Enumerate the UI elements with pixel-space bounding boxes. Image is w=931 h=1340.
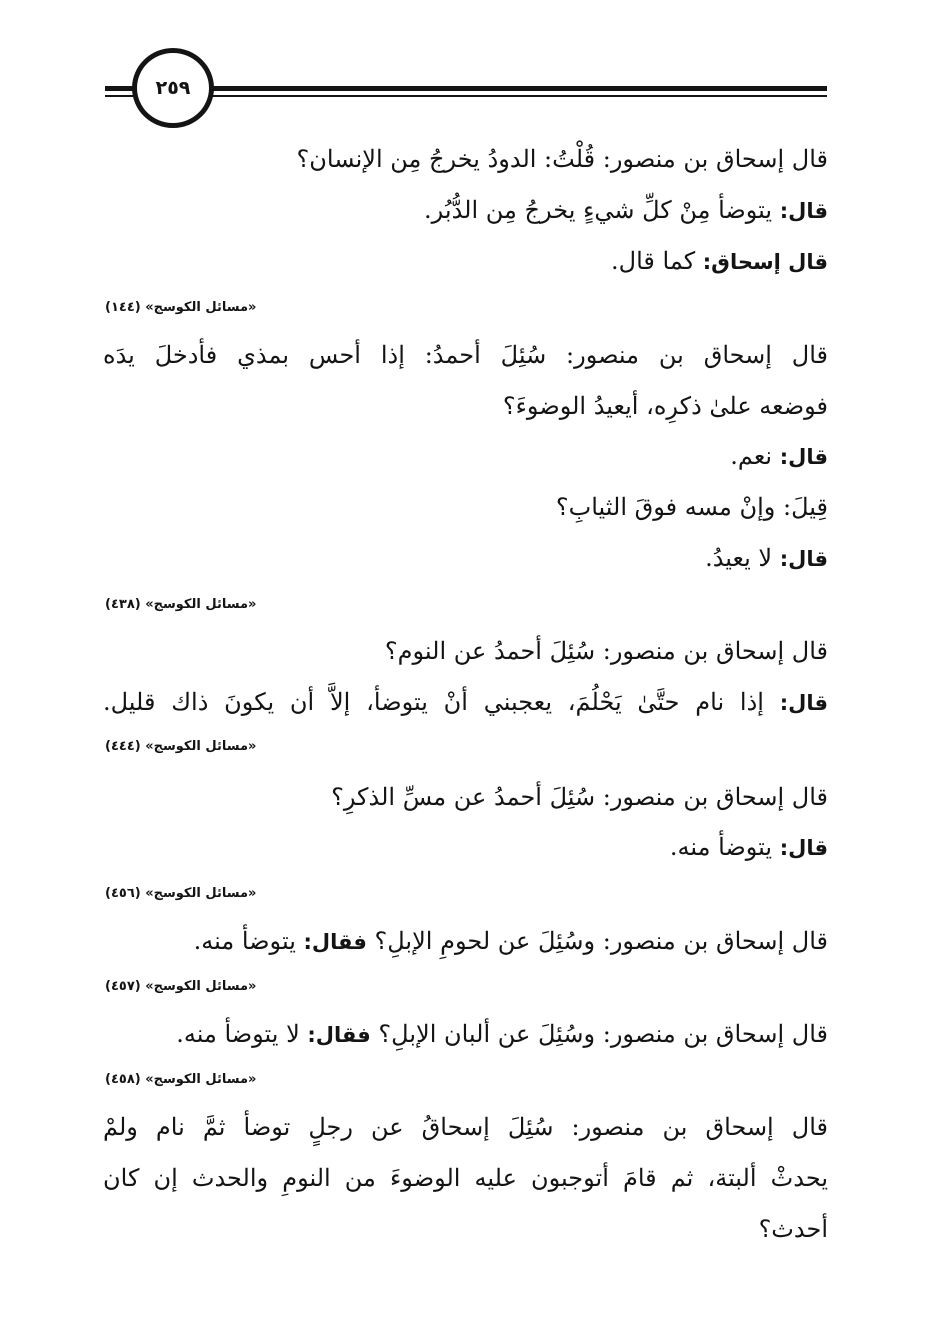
line-text: إذا نام حتَّىٰ يَحْلُمَ، يعجبني أنْ يتوضأ، إلاَّ أن يكونَ ذاك قليل. (103, 688, 780, 716)
text-line (503, 389, 828, 424)
source-reference: «مسائل الكوسج» (٤٥٦) (105, 886, 257, 901)
line-text: قال إسحاق بن منصور: سُئِلَ أحمدُ عن النوم؟ (384, 637, 828, 665)
text-line (611, 244, 828, 279)
speaker-label: فقال: (303, 930, 367, 954)
line-text: يتوضأ مِنْ كلِّ شيءٍ يخرجُ مِن الدُّبُر. (424, 196, 780, 224)
line-text: قال إسحاق بن منصور: وسُئِلَ عن ألبان الإبلِ؟ (370, 1020, 828, 1048)
text-line (670, 830, 828, 865)
source-reference: «مسائل الكوسج» (٤٥٧) (105, 979, 257, 994)
line-text: يحدثْ ألبتة، ثم قامَ أتوجبون عليه الوضوءَ من النومِ والحدث إن كان (103, 1164, 828, 1192)
header-rule (203, 86, 827, 91)
speaker-label: قال: (779, 836, 828, 860)
line-text: أحدث؟ (758, 1215, 828, 1243)
line-text: قال إسحاق بن منصور: سُئِلَ أحمدُ: إذا أحس بمذي فأدخلَ يدَه (103, 341, 828, 369)
line-text: فوضعه علىٰ ذكرِه، أيعيدُ الوضوءَ؟ (502, 392, 828, 420)
line-text: لا يعيدُ. (705, 544, 780, 572)
text-line (194, 924, 828, 959)
source-reference: «مسائل الكوسج» (١٤٤) (105, 300, 257, 315)
line-text: كما قال. (611, 247, 703, 275)
text-line (331, 780, 828, 815)
speaker-label: قال: (779, 199, 828, 223)
text-line (385, 634, 828, 669)
source-reference: «مسائل الكوسج» (٤٤٤) (105, 739, 257, 754)
text-line (759, 1212, 828, 1247)
text-line (556, 490, 828, 525)
header-rule (203, 95, 827, 97)
page-number-badge (132, 48, 214, 128)
speaker-label: قال: (779, 547, 828, 571)
line-text: يتوضأ منه. (193, 927, 304, 955)
line-text: قال إسحاق بن منصور: وسُئِلَ عن لحومِ الإبلِ؟ (366, 927, 828, 955)
text-line (705, 541, 828, 576)
line-text: قِيلَ: وإنْ مسه فوقَ الثيابِ؟ (555, 493, 828, 521)
text-line (103, 338, 828, 373)
text-line (297, 142, 828, 177)
text-line (103, 1161, 828, 1196)
text-line (730, 439, 828, 474)
line-text: قال إسحاق بن منصور: سُئِلَ إسحاقُ عن رجلٍ توضأ ثمَّ نام ولمْ (103, 1113, 828, 1141)
page-number: ٢٥٩ (155, 77, 191, 99)
line-text: لا يتوضأ منه. (176, 1020, 308, 1048)
line-text: قال إسحاق بن منصور: سُئِلَ أحمدُ عن مسِّ الذكرِ؟ (331, 783, 828, 811)
text-line (176, 1017, 828, 1052)
text-line (103, 1110, 828, 1145)
speaker-label: قال: (779, 691, 828, 715)
speaker-label: قال إسحاق: (702, 250, 828, 274)
text-line (424, 193, 828, 228)
speaker-label: قال: (779, 445, 828, 469)
speaker-label: فقال: (307, 1023, 371, 1047)
source-reference: «مسائل الكوسج» (٤٣٨) (105, 597, 257, 612)
line-text: قال إسحاق بن منصور: قُلْتُ: الدودُ يخرجُ مِن الإنسان؟ (296, 145, 828, 173)
page-header (0, 0, 931, 130)
line-text: يتوضأ منه. (669, 833, 780, 861)
line-text: نعم. (730, 442, 780, 470)
text-line (103, 685, 828, 720)
source-reference: «مسائل الكوسج» (٤٥٨) (105, 1072, 257, 1087)
